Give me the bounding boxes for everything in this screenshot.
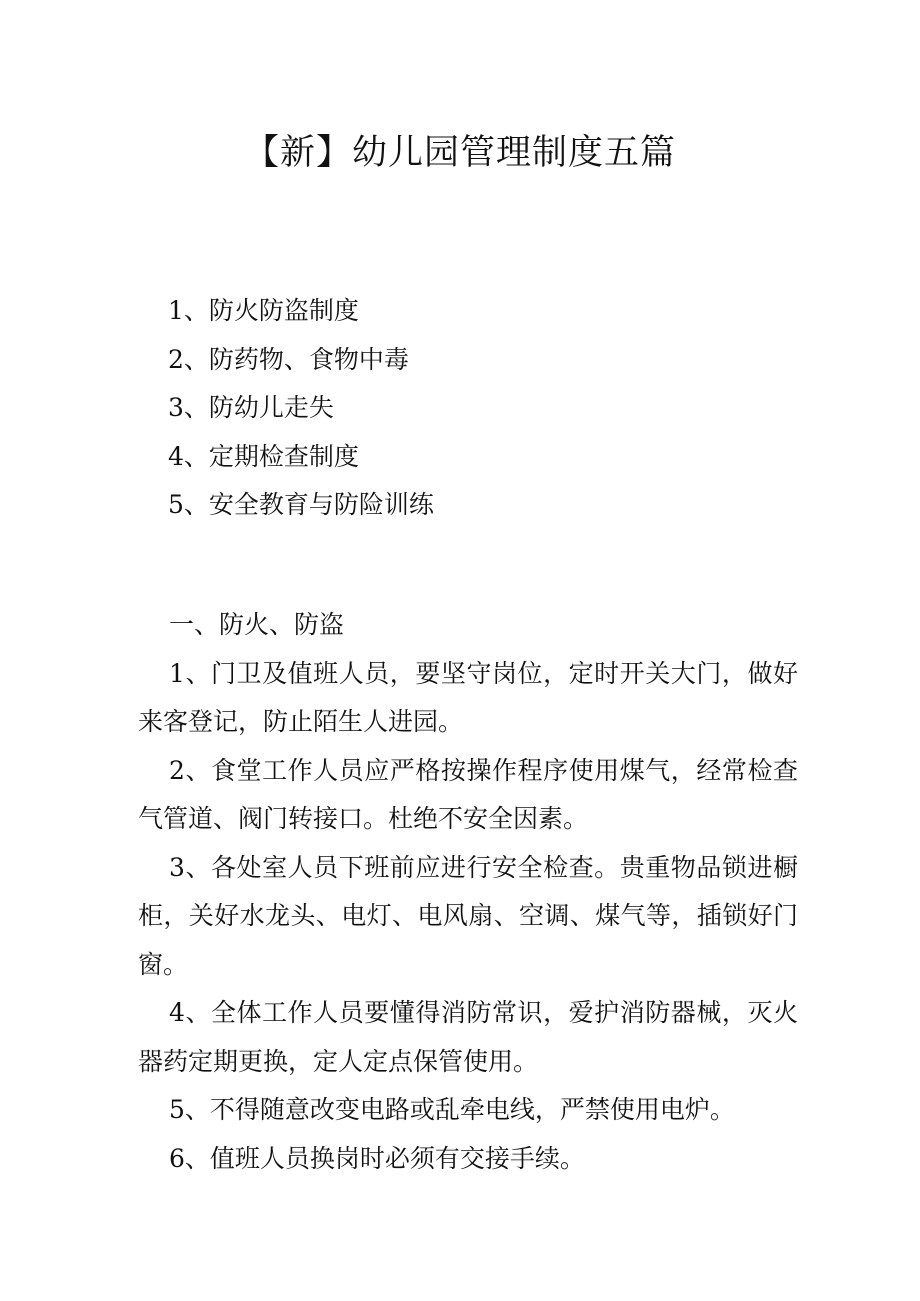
table-of-contents — [168, 287, 434, 530]
document-body — [138, 601, 798, 1183]
paragraph: 6、值班人员换岗时必须有交接手续。 — [169, 1143, 585, 1173]
document-title: 【新】幼儿园管理制度五篇 — [243, 133, 676, 173]
toc-item: 2、防药物、食物中毒 — [168, 344, 409, 374]
paragraph: 2、食堂工作人员应严格按操作程序使用煤气，经常检查气管道、阀门转接口。杜绝不安全因素。 — [138, 755, 798, 833]
toc-item: 3、防幼儿走失 — [168, 393, 334, 422]
paragraph: 4、全体工作人员要懂得消防常识，爱护消防器械，灭火器药定期更换，定人定点保管使用。 — [138, 998, 798, 1076]
toc-item: 4、定期检查制度 — [168, 441, 359, 471]
paragraph: 5、不得随意改变电路或乱牵电线，严禁使用电炉。 — [169, 1095, 735, 1124]
paragraph: 1、门卫及值班人员，要坚守岗位，定时开关大门，做好来客登记，防止陌生人进园。 — [138, 658, 798, 736]
toc-item: 5、安全教育与防险训练 — [168, 490, 434, 519]
toc-item: 1、防火防盗制度 — [168, 296, 359, 325]
paragraph: 3、各处室人员下班前应进行安全检查。贵重物品锁进橱柜，关好水龙头、电灯、电风扇、空调、煤气等，插锁好门窗。 — [138, 852, 798, 979]
section-heading: 一、防火、防盗 — [169, 610, 345, 639]
